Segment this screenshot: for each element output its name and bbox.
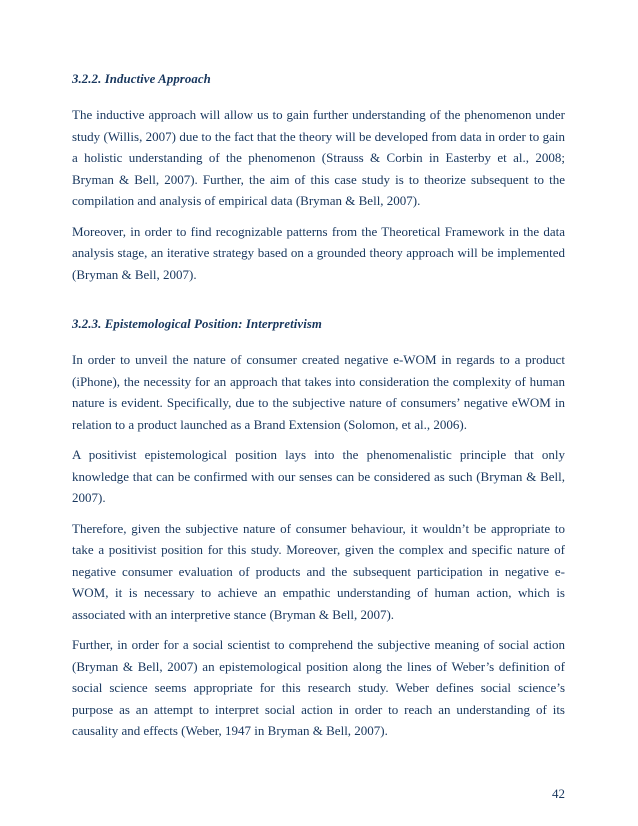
page-number: 42: [552, 786, 565, 801]
section-heading-epistemological-position: 3.2.3. Epistemological Position: Interpretivism: [72, 317, 322, 331]
section-heading-inductive-approach: 3.2.2. Inductive Approach: [72, 72, 211, 86]
paragraph: In order to unveil the nature of consumer created negative e-WOM in regards to a product (iPhone), the necessity for an approach that takes into consideration the complexity of human nature is evident. Specifically, due to the subjective nature of consumers’ negative eWOM in relation to a product launched as a Brand Extension (Solomon, et al., 2006).: [72, 352, 565, 432]
paragraph: The inductive approach will allow us to gain further understanding of the phenomenon under study (Willis, 2007) due to the fact that the theory will be developed from data in order to gain a holistic understanding of the phenomenon (Strauss & Corbin in Easterby et al., 2008; Bryman & Bell, 2007). Further, the aim of this case study is to theorize subsequent to the compilation and analysis of empirical data (Bryman & Bell, 2007).: [72, 107, 565, 208]
paragraph: Moreover, in order to find recognizable patterns from the Theoretical Framework in the data analysis stage, an iterative strategy based on a grounded theory approach will be implemented (Bryman & Bell, 2007).: [72, 223, 565, 282]
section-epistemological-position: [72, 317, 565, 742]
paragraph: Therefore, given the subjective nature of consumer behaviour, it wouldn’t be appropriate to take a positivist position for this study. Moreover, given the complex and specific nature of negative consumer evaluation of products and the subsequent participation in negative e-WOM, it is necessary to achieve an empathic understanding of human action, which is associated with an interpretive stance (Bryman & Bell, 2007).: [72, 520, 565, 622]
paragraph: Further, in order for a social scientist to comprehend the subjective meaning of social action (Bryman & Bell, 2007) an epistemological position along the lines of Weber’s definition of social science seems appropriate for this research study. Weber defines social science’s purpose as an attempt to interpret social action in order to reach an understanding of its causality and effects (Weber, 1947 in Bryman & Bell, 2007).: [72, 637, 565, 738]
paragraph: A positivist epistemological position lays into the phenomenalistic principle that only knowledge that can be confirmed with our senses can be considered as such (Bryman & Bell, 2007).: [72, 447, 565, 505]
section-inductive-approach: [72, 72, 565, 285]
